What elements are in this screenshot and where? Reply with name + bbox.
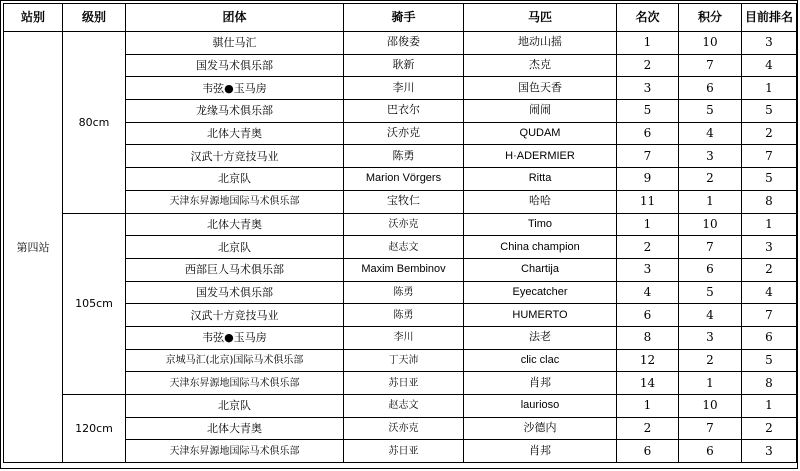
points-cell: 7 [679,236,742,259]
horse-cell: 沙德内 [464,417,617,440]
rank-cell: 1 [617,395,679,418]
points-cell: 6 [679,440,742,463]
current-rank-cell: 4 [742,54,797,77]
points-cell: 1 [679,372,742,395]
points-cell: 1 [679,190,742,213]
horse-cell: 地动山摇 [464,32,617,55]
current-rank-cell: 3 [742,236,797,259]
header-horse: 马匹 [464,4,617,32]
rank-cell: 11 [617,190,679,213]
horse-cell: Eyecatcher [464,281,617,304]
team-cell: 汉武十方竞技马业 [126,145,344,168]
rider-cell: 沃亦克 [344,213,464,236]
header-rider: 骑手 [344,4,464,32]
header-rank: 名次 [617,4,679,32]
horse-cell: 闹闹 [464,100,617,123]
table-body [4,32,797,463]
rank-cell: 1 [617,213,679,236]
rider-cell: 沃亦克 [344,122,464,145]
team-cell: 西部巨人马术俱乐部 [126,258,344,281]
header-level: 级别 [63,4,126,32]
rank-cell: 1 [617,32,679,55]
horse-cell: 法老 [464,326,617,349]
points-cell: 6 [679,77,742,100]
header-row [4,4,797,32]
rank-cell: 3 [617,77,679,100]
horse-cell: clic clac [464,349,617,372]
team-cell: 北京队 [126,236,344,259]
current-rank-cell: 5 [742,168,797,191]
team-cell: 京城马汇(北京)国际马术俱乐部 [126,349,344,372]
team-cell: 韦弦●玉马房 [126,326,344,349]
horse-cell: QUDAM [464,122,617,145]
rider-cell: 陈勇 [344,304,464,327]
rider-cell: 丁天沛 [344,349,464,372]
points-cell: 10 [679,213,742,236]
team-cell: 国发马术俱乐部 [126,281,344,304]
team-cell: 北京队 [126,395,344,418]
level-cell: 80cm [63,32,126,214]
points-cell: 7 [679,417,742,440]
rider-cell: 邵俊委 [344,32,464,55]
points-cell: 3 [679,145,742,168]
rider-cell: 陈勇 [344,281,464,304]
rank-cell: 5 [617,100,679,123]
current-rank-cell: 5 [742,349,797,372]
rider-cell: 李川 [344,77,464,100]
rider-cell: 巴衣尔 [344,100,464,123]
rank-cell: 2 [617,417,679,440]
current-rank-cell: 5 [742,100,797,123]
horse-cell: Timo [464,213,617,236]
team-cell: 天津东昇源地国际马术俱乐部 [126,372,344,395]
horse-cell: 肖邦 [464,440,617,463]
rank-cell: 12 [617,349,679,372]
header-station: 站别 [4,4,63,32]
horse-cell: 国色天香 [464,77,617,100]
header-points: 积分 [679,4,742,32]
rank-cell: 6 [617,122,679,145]
team-cell: 龙缘马术俱乐部 [126,100,344,123]
points-cell: 2 [679,349,742,372]
current-rank-cell: 3 [742,440,797,463]
current-rank-cell: 2 [742,258,797,281]
current-rank-cell: 6 [742,326,797,349]
current-rank-cell: 3 [742,32,797,55]
points-cell: 4 [679,304,742,327]
points-cell: 10 [679,395,742,418]
current-rank-cell: 8 [742,190,797,213]
rider-cell: 宝牧仁 [344,190,464,213]
points-cell: 5 [679,100,742,123]
rider-cell: 赵志文 [344,395,464,418]
team-cell: 天津东昇源地国际马术俱乐部 [126,440,344,463]
rider-cell: Maxim Bembinov [344,258,464,281]
rank-cell: 2 [617,54,679,77]
points-cell: 2 [679,168,742,191]
team-cell: 天津东昇源地国际马术俱乐部 [126,190,344,213]
rider-cell: 苏日亚 [344,372,464,395]
rider-cell: Marion Vörgers [344,168,464,191]
rider-cell: 耿新 [344,54,464,77]
horse-cell: 肖邦 [464,372,617,395]
horse-cell: China champion [464,236,617,259]
points-cell: 5 [679,281,742,304]
points-cell: 6 [679,258,742,281]
level-cell: 120cm [63,395,126,463]
team-cell: 北体大青奥 [126,122,344,145]
level-cell: 105cm [63,213,126,395]
rank-cell: 9 [617,168,679,191]
rank-cell: 7 [617,145,679,168]
rider-cell: 李川 [344,326,464,349]
rider-cell: 陈勇 [344,145,464,168]
horse-cell: 杰克 [464,54,617,77]
horse-cell: Chartija [464,258,617,281]
horse-cell: Ritta [464,168,617,191]
table-row [4,213,797,236]
rank-cell: 4 [617,281,679,304]
team-cell: 汉武十方竞技马业 [126,304,344,327]
table-row [4,395,797,418]
rank-cell: 6 [617,304,679,327]
rank-cell: 14 [617,372,679,395]
team-cell: 骐仕马汇 [126,32,344,55]
horse-cell: H·ADERMIER [464,145,617,168]
team-cell: 北体大青奥 [126,417,344,440]
current-rank-cell: 1 [742,77,797,100]
horse-cell: HUMERTO [464,304,617,327]
current-rank-cell: 7 [742,304,797,327]
current-rank-cell: 1 [742,395,797,418]
rank-cell: 8 [617,326,679,349]
rider-cell: 沃亦克 [344,417,464,440]
current-rank-cell: 8 [742,372,797,395]
current-rank-cell: 1 [742,213,797,236]
current-rank-cell: 7 [742,145,797,168]
current-rank-cell: 4 [742,281,797,304]
points-cell: 3 [679,326,742,349]
rank-cell: 3 [617,258,679,281]
current-rank-cell: 2 [742,417,797,440]
points-cell: 4 [679,122,742,145]
table-row [4,32,797,55]
station-cell: 第四站 [4,32,63,463]
standings-table [3,3,797,463]
points-cell: 7 [679,54,742,77]
header-current-rank: 目前排名 [742,4,797,32]
horse-cell: laurioso [464,395,617,418]
team-cell: 北京队 [126,168,344,191]
points-cell: 10 [679,32,742,55]
rider-cell: 苏日亚 [344,440,464,463]
team-cell: 韦弦●玉马房 [126,77,344,100]
header-team: 团体 [126,4,344,32]
current-rank-cell: 2 [742,122,797,145]
team-cell: 国发马术俱乐部 [126,54,344,77]
rank-cell: 2 [617,236,679,259]
rider-cell: 赵志文 [344,236,464,259]
horse-cell: 哈哈 [464,190,617,213]
team-cell: 北体大青奥 [126,213,344,236]
rank-cell: 6 [617,440,679,463]
